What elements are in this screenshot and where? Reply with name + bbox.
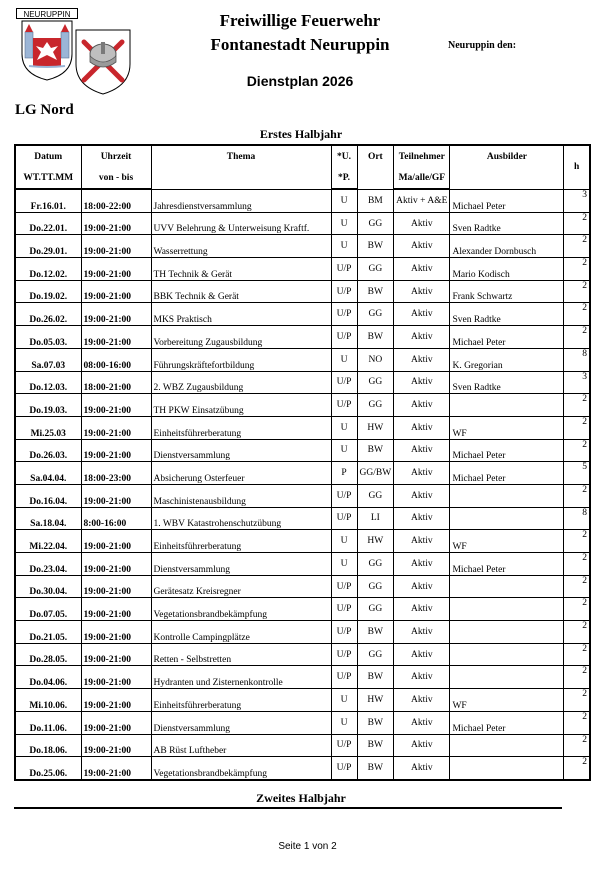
row-ort: GG/BW (357, 462, 394, 485)
col-teilnehmer-header: Teilnehmer (394, 145, 450, 167)
organization-name: Freiwillige Feuerwehr (219, 11, 381, 30)
table-row (15, 416, 590, 439)
row-teilnehmer: Aktiv (394, 394, 450, 417)
row-ausbilder: K. Gregorian (450, 348, 564, 371)
table-row (15, 553, 590, 576)
row-up: U/P (331, 507, 357, 530)
row-ausbilder: Sven Radtke (450, 303, 564, 326)
row-ort: BW (357, 734, 394, 757)
row-time: 18:00-21:00 (81, 371, 151, 394)
row-up: U (331, 235, 357, 258)
row-date: Do.07.05. (15, 598, 81, 621)
row-date: Do.29.01. (15, 235, 81, 258)
row-hours: 2 (564, 575, 590, 598)
row-date: Sa.07.03 (15, 348, 81, 371)
row-time: 19:00-21:00 (81, 553, 151, 576)
row-up: U (331, 553, 357, 576)
row-ausbilder: Michael Peter (450, 553, 564, 576)
row-teilnehmer: Aktiv (394, 258, 450, 281)
row-up: U (331, 689, 357, 712)
row-ort: LI (357, 507, 394, 530)
row-teilnehmer: Aktiv (394, 416, 450, 439)
row-up: U/P (331, 258, 357, 281)
row-theme: Vegetationsbrandbekämpfung (151, 598, 331, 621)
table-row (15, 462, 590, 485)
row-ausbilder (450, 734, 564, 757)
row-date: Do.23.04. (15, 553, 81, 576)
row-date: Mi.10.06. (15, 689, 81, 712)
table-row (15, 439, 590, 462)
row-ort: BW (357, 280, 394, 303)
row-theme: Wasserrettung (151, 235, 331, 258)
col-up-subheader: *P. (331, 167, 357, 189)
row-ausbilder: Frank Schwartz (450, 280, 564, 303)
row-date: Do.28.05. (15, 643, 81, 666)
row-up: U/P (331, 326, 357, 349)
row-ausbilder (450, 575, 564, 598)
row-theme: Einheitsführerberatung (151, 530, 331, 553)
row-ort: HW (357, 689, 394, 712)
row-teilnehmer: Aktiv (394, 575, 450, 598)
row-theme: Maschinistenausbildung (151, 484, 331, 507)
row-up: U (331, 416, 357, 439)
row-hours: 2 (564, 757, 590, 780)
row-ausbilder (450, 507, 564, 530)
row-hours: 8 (564, 507, 590, 530)
row-up: U/P (331, 303, 357, 326)
row-theme: Hydranten und Zisternenkontrolle (151, 666, 331, 689)
row-teilnehmer: Aktiv (394, 621, 450, 644)
row-teilnehmer: Aktiv (394, 371, 450, 394)
col-teilnehmer-subheader: Ma/alle/GF (394, 167, 450, 189)
row-hours: 3 (564, 371, 590, 394)
row-ort: GG (357, 303, 394, 326)
row-hours: 2 (564, 235, 590, 258)
table-row (15, 666, 590, 689)
row-hours: 2 (564, 711, 590, 734)
row-theme: Gerätesatz Kreisregner (151, 575, 331, 598)
row-ausbilder: Michael Peter (450, 189, 564, 212)
row-teilnehmer: Aktiv (394, 348, 450, 371)
row-up: U/P (331, 598, 357, 621)
table-row (15, 621, 590, 644)
row-date: Do.05.03. (15, 326, 81, 349)
row-theme: UVV Belehrung & Unterweisung Kraftf. (151, 212, 331, 235)
table-row (15, 348, 590, 371)
row-ort: NO (357, 348, 394, 371)
row-up: U/P (331, 280, 357, 303)
fire-emblem-icon (72, 28, 134, 96)
row-date: Sa.04.04. (15, 462, 81, 485)
row-teilnehmer: Aktiv (394, 303, 450, 326)
table-row (15, 711, 590, 734)
row-theme: Einheitsführerberatung (151, 689, 331, 712)
row-up: U (331, 439, 357, 462)
row-ausbilder (450, 643, 564, 666)
organization-location: Fontanestadt Neuruppin (210, 35, 390, 54)
row-hours: 2 (564, 553, 590, 576)
row-time: 19:00-21:00 (81, 711, 151, 734)
row-hours: 2 (564, 643, 590, 666)
row-teilnehmer: Aktiv (394, 734, 450, 757)
row-hours: 2 (564, 734, 590, 757)
table-row (15, 189, 590, 212)
row-ausbilder: Michael Peter (450, 326, 564, 349)
col-datum-header: Datum (15, 145, 81, 167)
row-ausbilder: Michael Peter (450, 711, 564, 734)
table-row (15, 689, 590, 712)
row-up: U/P (331, 734, 357, 757)
row-theme: Dienstversammlung (151, 439, 331, 462)
row-ort: GG (357, 258, 394, 281)
row-hours: 2 (564, 530, 590, 553)
col-thema-header: Thema (151, 145, 331, 189)
schedule-table (14, 144, 591, 781)
row-date: Do.21.05. (15, 621, 81, 644)
row-ort: BW (357, 666, 394, 689)
row-time: 19:00-21:00 (81, 666, 151, 689)
row-teilnehmer: Aktiv (394, 507, 450, 530)
unit-name: LG Nord (15, 102, 74, 118)
neuruppin-coat-of-arms (16, 8, 78, 82)
row-time: 18:00-23:00 (81, 462, 151, 485)
row-hours: 2 (564, 621, 590, 644)
row-date: Do.25.06. (15, 757, 81, 780)
row-time: 19:00-21:00 (81, 394, 151, 417)
row-ausbilder: Michael Peter (450, 439, 564, 462)
row-ort: HW (357, 530, 394, 553)
row-time: 19:00-21:00 (81, 416, 151, 439)
col-ort-header: Ort (357, 145, 394, 189)
row-time: 19:00-21:00 (81, 621, 151, 644)
row-date: Sa.18.04. (15, 507, 81, 530)
row-hours: 5 (564, 462, 590, 485)
row-up: P (331, 462, 357, 485)
table-row (15, 258, 590, 281)
col-up-header: *U. (331, 145, 357, 167)
row-theme: TH PKW Einsatzübung (151, 394, 331, 417)
row-ort: GG (357, 484, 394, 507)
table-row (15, 734, 590, 757)
table-header-row (15, 145, 590, 167)
table-row (15, 235, 590, 258)
row-theme: Vegetationsbrandbekämpfung (151, 757, 331, 780)
row-ort: GG (357, 575, 394, 598)
row-time: 18:00-22:00 (81, 189, 151, 212)
table-row (15, 326, 590, 349)
row-ort: BW (357, 711, 394, 734)
row-time: 19:00-21:00 (81, 530, 151, 553)
row-date: Do.11.06. (15, 711, 81, 734)
row-theme: Jahresdienstversammlung (151, 189, 331, 212)
row-date: Mi.22.04. (15, 530, 81, 553)
table-row (15, 280, 590, 303)
row-ort: GG (357, 598, 394, 621)
row-ausbilder: Sven Radtke (450, 371, 564, 394)
row-date: Do.19.03. (15, 394, 81, 417)
row-ort: BM (357, 189, 394, 212)
row-date: Do.22.01. (15, 212, 81, 235)
table-row (15, 757, 590, 780)
row-ort: BW (357, 621, 394, 644)
row-theme: TH Technik & Gerät (151, 258, 331, 281)
coat-of-arms-icon (16, 8, 78, 82)
row-date: Do.12.03. (15, 371, 81, 394)
row-time: 19:00-21:00 (81, 484, 151, 507)
row-theme: Retten - Selbstretten (151, 643, 331, 666)
row-ort: GG (357, 212, 394, 235)
row-time: 19:00-21:00 (81, 235, 151, 258)
row-ort: BW (357, 439, 394, 462)
row-ausbilder: WF (450, 416, 564, 439)
row-hours: 2 (564, 303, 590, 326)
row-ort: HW (357, 416, 394, 439)
row-ausbilder (450, 598, 564, 621)
row-hours: 2 (564, 280, 590, 303)
row-up: U/P (331, 394, 357, 417)
row-teilnehmer: Aktiv (394, 484, 450, 507)
row-time: 08:00-16:00 (81, 348, 151, 371)
row-up: U/P (331, 484, 357, 507)
row-theme: 1. WBV Katastrohenschutzübung (151, 507, 331, 530)
col-datum-subheader: WT.TT.MM (15, 167, 81, 189)
row-date: Do.26.02. (15, 303, 81, 326)
row-ausbilder: Mario Kodisch (450, 258, 564, 281)
table-row (15, 212, 590, 235)
row-up: U/P (331, 371, 357, 394)
row-teilnehmer: Aktiv (394, 666, 450, 689)
row-time: 19:00-21:00 (81, 303, 151, 326)
row-teilnehmer: Aktiv (394, 643, 450, 666)
col-ausbilder-header: Ausbilder (450, 145, 564, 189)
row-theme: AB Rüst Luftheber (151, 734, 331, 757)
row-date: Do.30.04. (15, 575, 81, 598)
row-ort: GG (357, 553, 394, 576)
col-h-header: h (564, 145, 590, 189)
place-date-label: Neuruppin den: (448, 40, 517, 51)
row-hours: 2 (564, 439, 590, 462)
row-teilnehmer: Aktiv (394, 212, 450, 235)
table-row (15, 575, 590, 598)
row-ort: BW (357, 326, 394, 349)
row-teilnehmer: Aktiv (394, 530, 450, 553)
row-up: U/P (331, 757, 357, 780)
row-date: Do.12.02. (15, 258, 81, 281)
fire-brigade-emblem (72, 28, 134, 96)
row-theme: Dienstversammlung (151, 711, 331, 734)
row-ausbilder: Michael Peter (450, 462, 564, 485)
row-ausbilder: WF (450, 530, 564, 553)
row-up: U/P (331, 575, 357, 598)
row-hours: 2 (564, 689, 590, 712)
row-hours: 2 (564, 258, 590, 281)
row-teilnehmer: Aktiv (394, 439, 450, 462)
row-ort: BW (357, 235, 394, 258)
row-teilnehmer: Aktiv (394, 326, 450, 349)
row-ausbilder (450, 484, 564, 507)
row-hours: 2 (564, 326, 590, 349)
row-teilnehmer: Aktiv (394, 553, 450, 576)
row-ausbilder (450, 757, 564, 780)
row-hours: 2 (564, 598, 590, 621)
row-up: U/P (331, 621, 357, 644)
row-hours: 2 (564, 394, 590, 417)
row-time: 19:00-21:00 (81, 258, 151, 281)
row-date: Do.16.04. (15, 484, 81, 507)
row-theme: MKS Praktisch (151, 303, 331, 326)
coat-label: NEURUPPIN (16, 8, 78, 19)
row-theme: Dienstversammlung (151, 553, 331, 576)
row-up: U (331, 212, 357, 235)
row-date: Do.18.06. (15, 734, 81, 757)
row-up: U (331, 348, 357, 371)
plan-title: Dienstplan 2026 (246, 73, 354, 89)
bottom-divider (14, 807, 562, 809)
row-time: 19:00-21:00 (81, 439, 151, 462)
row-up: U (331, 189, 357, 212)
row-teilnehmer: Aktiv + A&E (394, 189, 450, 212)
row-theme: Vorbereitung Zugausbildung (151, 326, 331, 349)
table-row (15, 371, 590, 394)
row-date: Do.04.06. (15, 666, 81, 689)
row-ort: GG (357, 394, 394, 417)
row-date: Do.19.02. (15, 280, 81, 303)
row-theme: 2. WBZ Zugausbildung (151, 371, 331, 394)
row-time: 19:00-21:00 (81, 598, 151, 621)
table-row (15, 643, 590, 666)
row-ausbilder: Sven Radtke (450, 212, 564, 235)
row-time: 19:00-21:00 (81, 757, 151, 780)
row-theme: Einheitsführerberatung (151, 416, 331, 439)
row-theme: Absicherung Osterfeuer (151, 462, 331, 485)
row-ort: GG (357, 643, 394, 666)
schedule-body (15, 189, 590, 780)
page-footer: Seite 1 von 2 (278, 841, 337, 852)
row-theme: Kontrolle Campingplätze (151, 621, 331, 644)
section-first-half: Erstes Halbjahr (259, 127, 343, 141)
row-time: 19:00-21:00 (81, 212, 151, 235)
section-second-half: Zweites Halbjahr (256, 791, 346, 805)
row-date: Mi.25.03 (15, 416, 81, 439)
row-up: U/P (331, 643, 357, 666)
row-date: Do.26.03. (15, 439, 81, 462)
row-time: 19:00-21:00 (81, 643, 151, 666)
row-up: U (331, 711, 357, 734)
row-theme: Führungskräftefortbildung (151, 348, 331, 371)
row-theme: BBK Technik & Gerät (151, 280, 331, 303)
row-teilnehmer: Aktiv (394, 711, 450, 734)
row-hours: 3 (564, 189, 590, 212)
table-row (15, 507, 590, 530)
row-teilnehmer: Aktiv (394, 462, 450, 485)
row-teilnehmer: Aktiv (394, 757, 450, 780)
row-hours: 8 (564, 348, 590, 371)
row-up: U/P (331, 666, 357, 689)
row-time: 8:00-16:00 (81, 507, 151, 530)
row-time: 19:00-21:00 (81, 734, 151, 757)
row-teilnehmer: Aktiv (394, 598, 450, 621)
row-up: U (331, 530, 357, 553)
row-time: 19:00-21:00 (81, 689, 151, 712)
table-row (15, 484, 590, 507)
row-hours: 2 (564, 484, 590, 507)
row-hours: 2 (564, 212, 590, 235)
row-teilnehmer: Aktiv (394, 235, 450, 258)
table-row (15, 598, 590, 621)
table-row (15, 530, 590, 553)
row-ort: GG (357, 371, 394, 394)
row-ausbilder (450, 666, 564, 689)
row-teilnehmer: Aktiv (394, 280, 450, 303)
row-time: 19:00-21:00 (81, 326, 151, 349)
row-time: 19:00-21:00 (81, 280, 151, 303)
row-ausbilder (450, 621, 564, 644)
row-ausbilder (450, 394, 564, 417)
table-row (15, 394, 590, 417)
row-ort: BW (357, 757, 394, 780)
col-uhrzeit-subheader: von - bis (81, 167, 151, 189)
row-time: 19:00-21:00 (81, 575, 151, 598)
row-hours: 2 (564, 666, 590, 689)
row-ausbilder: Alexander Dornbusch (450, 235, 564, 258)
col-uhrzeit-header: Uhrzeit (81, 145, 151, 167)
row-hours: 2 (564, 416, 590, 439)
row-ausbilder: WF (450, 689, 564, 712)
row-teilnehmer: Aktiv (394, 689, 450, 712)
table-row (15, 303, 590, 326)
row-date: Fr.16.01. (15, 189, 81, 212)
